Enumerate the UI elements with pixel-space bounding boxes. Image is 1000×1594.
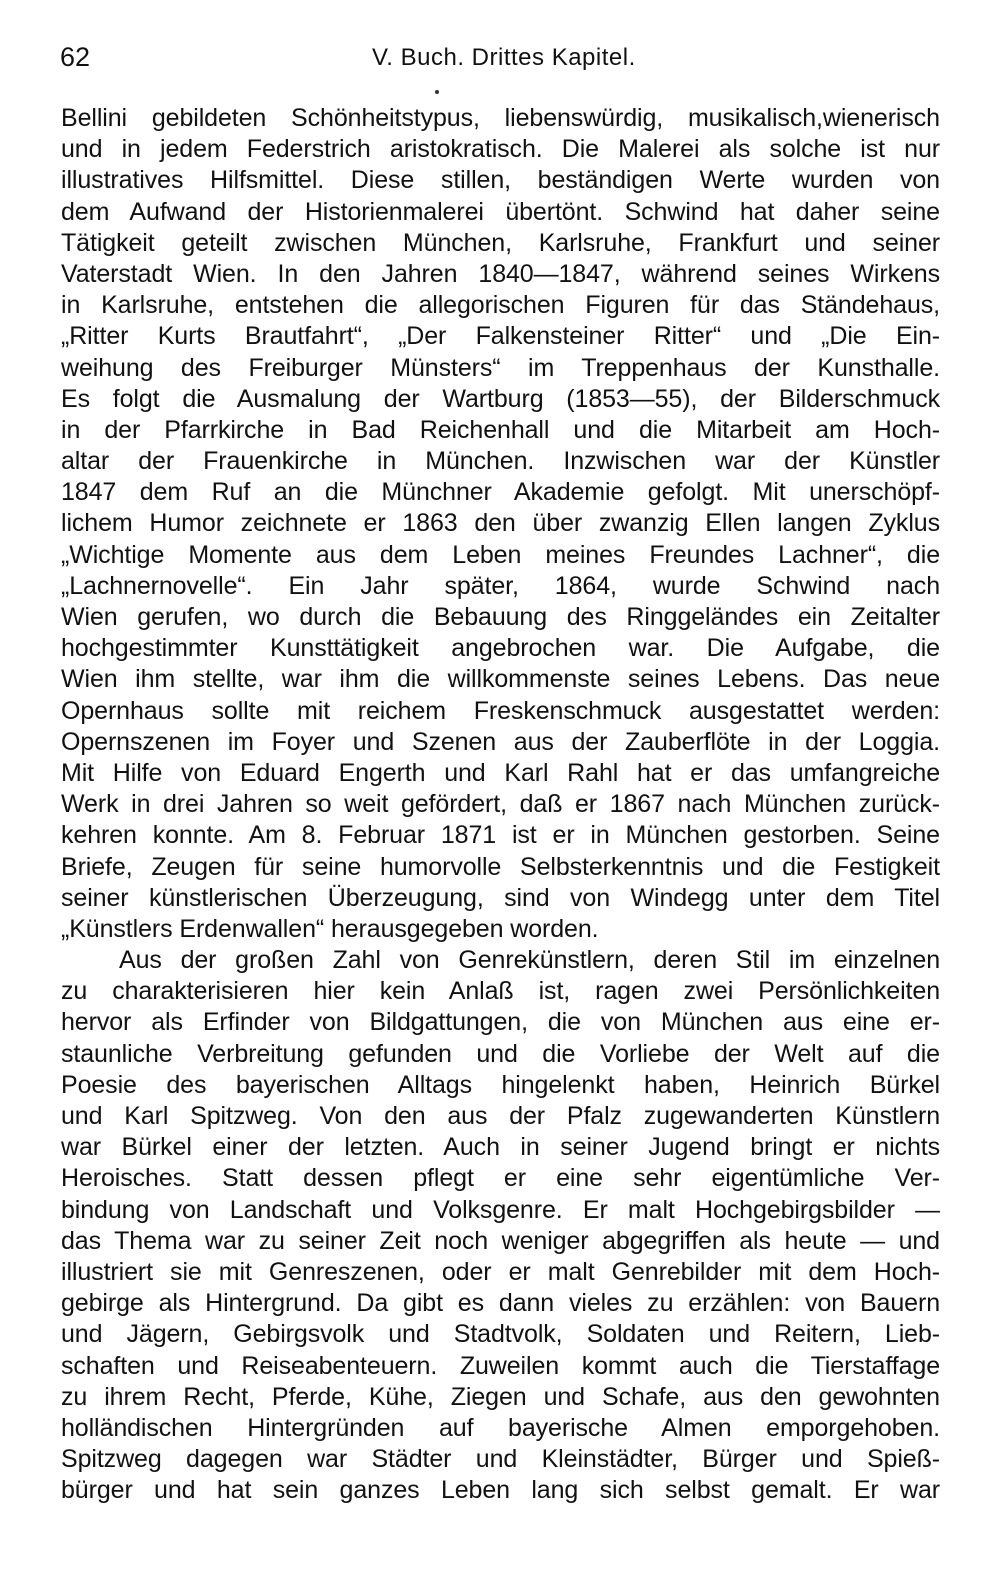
page-number: 62 <box>60 42 91 72</box>
text-line: holländischen Hintergründen auf bayerische Almen emporgehoben. <box>61 1413 940 1442</box>
text-line: in der Pfarrkirche in Bad Reichenhall und die Mitarbeit am Hoch- <box>61 415 940 444</box>
text-line: altar der Frauenkirche in München. Inzwischen war der Künstler <box>61 447 940 476</box>
text-line: Briefe, Zeugen für seine humorvolle Selbsterkenntnis und die Festigkeit <box>61 852 940 881</box>
text-line: und Karl Spitzweg. Von den aus der Pfalz zugewanderten Künstlern <box>61 1102 940 1130</box>
text-line: dem Aufwand der Historienmalerei übertönt. Schwind hat daher seine <box>61 197 940 226</box>
text-line: „Ritter Kurts Brautfahrt“, „Der Falkensteiner Ritter“ und „Die Ein- <box>61 322 940 351</box>
text-line: bürger und hat sein ganzes Leben lang sich selbst gemalt. Er war <box>61 1476 940 1505</box>
text-line: Mit Hilfe von Eduard Engerth und Karl Rahl hat er das umfangreiche <box>61 758 940 787</box>
text-line: Vaterstadt Wien. In den Jahren 1840—1847, während seines Wirkens <box>61 259 940 288</box>
text-line: Poesie des bayerischen Alltags hingelenkt haben, Heinrich Bürkel <box>61 1070 940 1099</box>
text-line: Tätigkeit geteilt zwischen München, Karlsruhe, Frankfurt und seiner <box>61 228 940 257</box>
text-line: staunliche Verbreitung gefunden und die Vorliebe der Welt auf die <box>61 1039 940 1068</box>
text-line: und in jedem Federstrich aristokratisch. Die Malerei als solche ist nur <box>61 135 940 164</box>
text-line: Opernszenen im Foyer und Szenen aus der Zauberflöte in der Loggia. <box>61 727 940 756</box>
text-line: kehren konnte. Am 8. Februar 1871 ist er in München gestorben. Seine <box>61 821 940 850</box>
text-line: Opernhaus sollte mit reichem Freskenschmuck ausgestattet werden: <box>61 696 940 725</box>
text-line: das Thema war zu seiner Zeit noch weniger abgegriffen als heute — und <box>61 1226 940 1255</box>
text-line: illustriert sie mit Genreszenen, oder er malt Genrebilder mit dem Hoch- <box>61 1257 940 1286</box>
text-line: Werk in drei Jahren so weit gefördert, daß er 1867 nach München zurück- <box>61 790 940 819</box>
text-line: weihung des Freiburger Münsters“ im Treppenhaus der Kunsthalle. <box>61 353 940 382</box>
text-line: Heroisches. Statt dessen pflegt er eine sehr eigentümliche Ver- <box>61 1164 940 1193</box>
text-line: hervor als Erfinder von Bildgattungen, die von München aus eine er- <box>61 1008 940 1037</box>
text-line: Wien gerufen, wo durch die Bebauung des Ringgeländes ein Zeitalter <box>61 603 940 631</box>
text-line: in Karlsruhe, entstehen die allegorischen Figuren für das Ständehaus, <box>61 291 940 320</box>
text-line: 1847 dem Ruf an die Münchner Akademie gefolgt. Mit unerschöpf- <box>61 478 940 507</box>
text-line: war Bürkel einer der letzten. Auch in seiner Jugend bringt er nichts <box>61 1133 940 1162</box>
text-line: zu charakterisieren hier kein Anlaß ist, ragen zwei Persönlichkeiten <box>61 977 940 1006</box>
text-line: Spitzweg dagegen war Städter und Kleinstädter, Bürger und Spieß- <box>61 1445 940 1474</box>
text-line: schaften und Reiseabenteuern. Zuweilen kommt auch die Tierstaffage <box>61 1351 940 1380</box>
decorative-dot <box>435 90 439 94</box>
text-line: Wien ihm stellte, war ihm die willkommenste seines Lebens. Das neue <box>61 665 940 694</box>
text-line: „Wichtige Momente aus dem Leben meines Freundes Lachner“, die <box>61 540 940 569</box>
text-line: seiner künstlerischen Überzeugung, sind von Windegg unter dem Titel <box>61 883 940 912</box>
text-line: „Lachnernovelle“. Ein Jahr später, 1864, wurde Schwind nach <box>61 571 940 600</box>
running-head: V. Buch. Drittes Kapitel. <box>372 44 636 71</box>
text-line: illustratives Hilfsmittel. Diese stillen, beständigen Werte wurden von <box>61 166 940 195</box>
body-text <box>61 103 940 1506</box>
text-line: lichem Humor zeichnete er 1863 den über zwanzig Ellen langen Zyklus <box>61 509 940 538</box>
text-line: Bellini gebildeten Schönheitstypus, liebenswürdig, musikalisch,wienerisch <box>61 104 940 132</box>
text-line: „Künstlers Erdenwallen“ herausgegeben worden. <box>61 914 599 943</box>
text-line: zu ihrem Recht, Pferde, Kühe, Ziegen und Schafe, aus den gewohnten <box>61 1382 940 1411</box>
text-line: Es folgt die Ausmalung der Wartburg (1853—55), der Bilderschmuck <box>61 384 940 413</box>
text-line: bindung von Landschaft und Volksgenre. Er malt Hochgebirgsbilder — <box>61 1195 940 1224</box>
text-line: Aus der großen Zahl von Genrekünstlern, deren Stil im einzelnen <box>119 946 940 975</box>
text-line: und Jägern, Gebirgsvolk und Stadtvolk, Soldaten und Reitern, Lieb- <box>61 1320 940 1349</box>
text-line: hochgestimmter Kunsttätigkeit angebrochen war. Die Aufgabe, die <box>61 634 940 663</box>
page-header <box>60 42 940 82</box>
text-line: gebirge als Hintergrund. Da gibt es dann vieles zu erzählen: von Bauern <box>61 1289 940 1318</box>
